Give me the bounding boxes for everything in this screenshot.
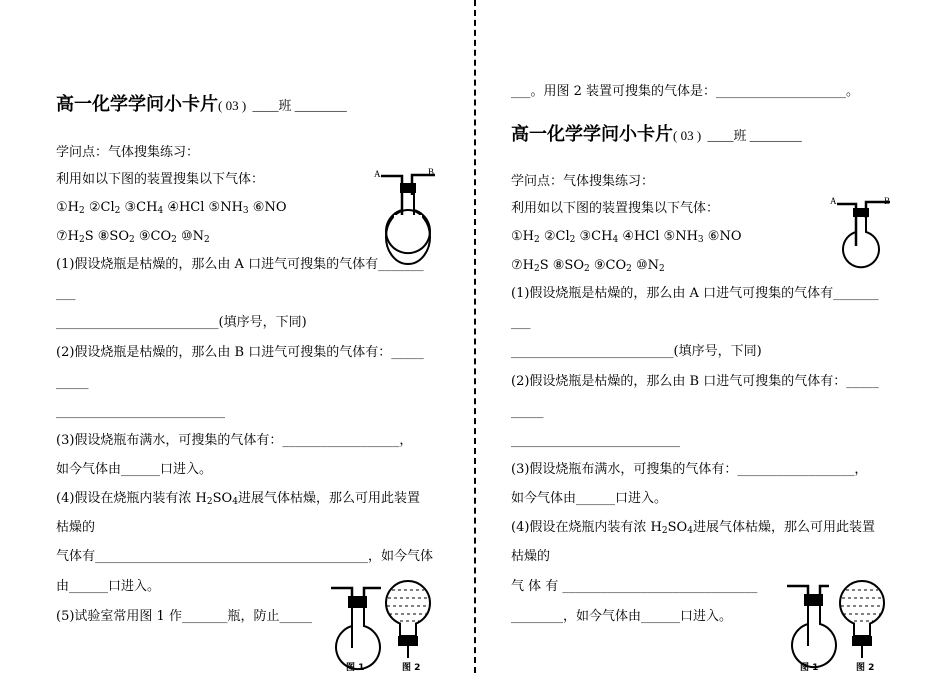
class-blank: ____班 ________ bbox=[707, 128, 802, 143]
class-blank: ____班 ________ bbox=[252, 98, 347, 113]
intro-line: 利用如以下图的装置搜集以下气体： bbox=[56, 172, 265, 187]
gases-row-1: $①H_2$ $②Cl_2$ $③CH_4$ ④HCl $⑤NH_3$ ⑥NO bbox=[511, 229, 742, 245]
question-5-line: (5)试验室常用图 1 作_______瓶，防止_____ bbox=[56, 609, 312, 624]
svg-text:图 1: 图 1 bbox=[800, 663, 819, 673]
intro-line: 利用如以下图的装置搜集以下气体： bbox=[511, 201, 720, 216]
figure-1-and-2-diagrams bbox=[784, 578, 894, 673]
continued-line: ___。用图 2 装置可搜集的气体是：____________________。 bbox=[511, 84, 860, 99]
question-4-line-c: 气体有__________________________________________，如今气体 bbox=[56, 549, 434, 564]
center-dashed-divider bbox=[474, 0, 476, 673]
gas-collection-flask-diagram bbox=[828, 194, 900, 278]
question-2-line-a: (2)假设烧瓶是枯燥的，那么由 B 口进气可搜集的气体有：_____ bbox=[511, 374, 879, 389]
svg-text:A: A bbox=[830, 196, 837, 206]
question-3-line-b: 如今气体由______口进入。 bbox=[56, 462, 213, 477]
question-2-line-a: (2)假设烧瓶是枯燥的，那么由 B 口进气可搜集的气体有：_____ bbox=[56, 345, 424, 360]
svg-text:图 2: 图 2 bbox=[402, 663, 421, 673]
card-title bbox=[511, 120, 802, 146]
question-3-line-b: 如今气体由______口进入。 bbox=[511, 491, 668, 506]
gas-collection-flask-diagram bbox=[372, 165, 444, 275]
question-4-line-a: (4)假设在烧瓶内装有浓 $H_2SO_4$进展气体枯燥，那么可用此装置 bbox=[511, 520, 875, 536]
svg-text:图 1: 图 1 bbox=[346, 663, 365, 673]
question-1-line-b: ___ bbox=[56, 286, 76, 301]
title-text: 高一化学学问小卡片 bbox=[511, 124, 673, 145]
question-2-line-c: __________________________ bbox=[511, 433, 680, 448]
card-title bbox=[56, 90, 347, 116]
figure-1-and-2-diagrams bbox=[326, 578, 436, 673]
right-card bbox=[511, 0, 911, 673]
gases-row-2: $⑦H_2S$ $⑧SO_2$ $⑨CO_2$ $⑩N_2$ bbox=[511, 258, 665, 274]
svg-text:A: A bbox=[374, 169, 381, 179]
svg-text:图 2: 图 2 bbox=[856, 663, 875, 673]
question-1-line-a: (1)假设烧瓶是枯燥的，那么由 A 口进气可搜集的气体有_______ bbox=[56, 257, 424, 272]
question-2-line-b: _____ bbox=[56, 375, 89, 390]
question-4-line-d: 由______口进入。 bbox=[56, 579, 161, 594]
question-4-line-b: 枯燥的 bbox=[56, 520, 96, 535]
question-2-line-c: __________________________ bbox=[56, 404, 225, 419]
question-1-line-a: (1)假设烧瓶是枯燥的，那么由 A 口进气可搜集的气体有_______ bbox=[511, 286, 879, 301]
topic-line: 学问点：气体搜集练习： bbox=[511, 174, 655, 189]
question-2-line-b: _____ bbox=[511, 404, 544, 419]
left-card bbox=[56, 0, 456, 673]
card-number: ( 03 ) bbox=[673, 128, 702, 143]
question-4-line-b: 枯燥的 bbox=[511, 549, 551, 564]
gases-row-2: $⑦H_2S$ $⑧SO_2$ $⑨CO_2$ $⑩N_2$ bbox=[56, 229, 210, 245]
gases-row-1: $①H_2$ $②Cl_2$ $③CH_4$ ④HCl $⑤NH_3$ ⑥NO bbox=[56, 200, 287, 216]
question-4-line-a: (4)假设在烧瓶内装有浓 $H_2SO_4$进展气体枯燥，那么可用此装置 bbox=[56, 491, 420, 507]
question-1-line-c: _________________________(填序号，下同) bbox=[511, 344, 762, 359]
question-3-line-a: (3)假设烧瓶布满水，可搜集的气体有：__________________， bbox=[56, 433, 413, 448]
question-4-line-c: 气 体 有 ______________________________ bbox=[511, 579, 758, 594]
question-3-line-a: (3)假设烧瓶布满水，可搜集的气体有：__________________， bbox=[511, 462, 868, 477]
svg-text:B: B bbox=[884, 196, 891, 206]
question-1-line-b: ___ bbox=[511, 315, 531, 330]
card-number: ( 03 ) bbox=[218, 98, 247, 113]
svg-text:B: B bbox=[428, 167, 435, 177]
topic-line: 学问点：气体搜集练习： bbox=[56, 145, 200, 160]
question-1-line-c: _________________________(填序号，下同) bbox=[56, 315, 307, 330]
question-4-line-d: ________，如今气体由______口进入。 bbox=[511, 609, 733, 624]
title-text: 高一化学学问小卡片 bbox=[56, 94, 218, 115]
